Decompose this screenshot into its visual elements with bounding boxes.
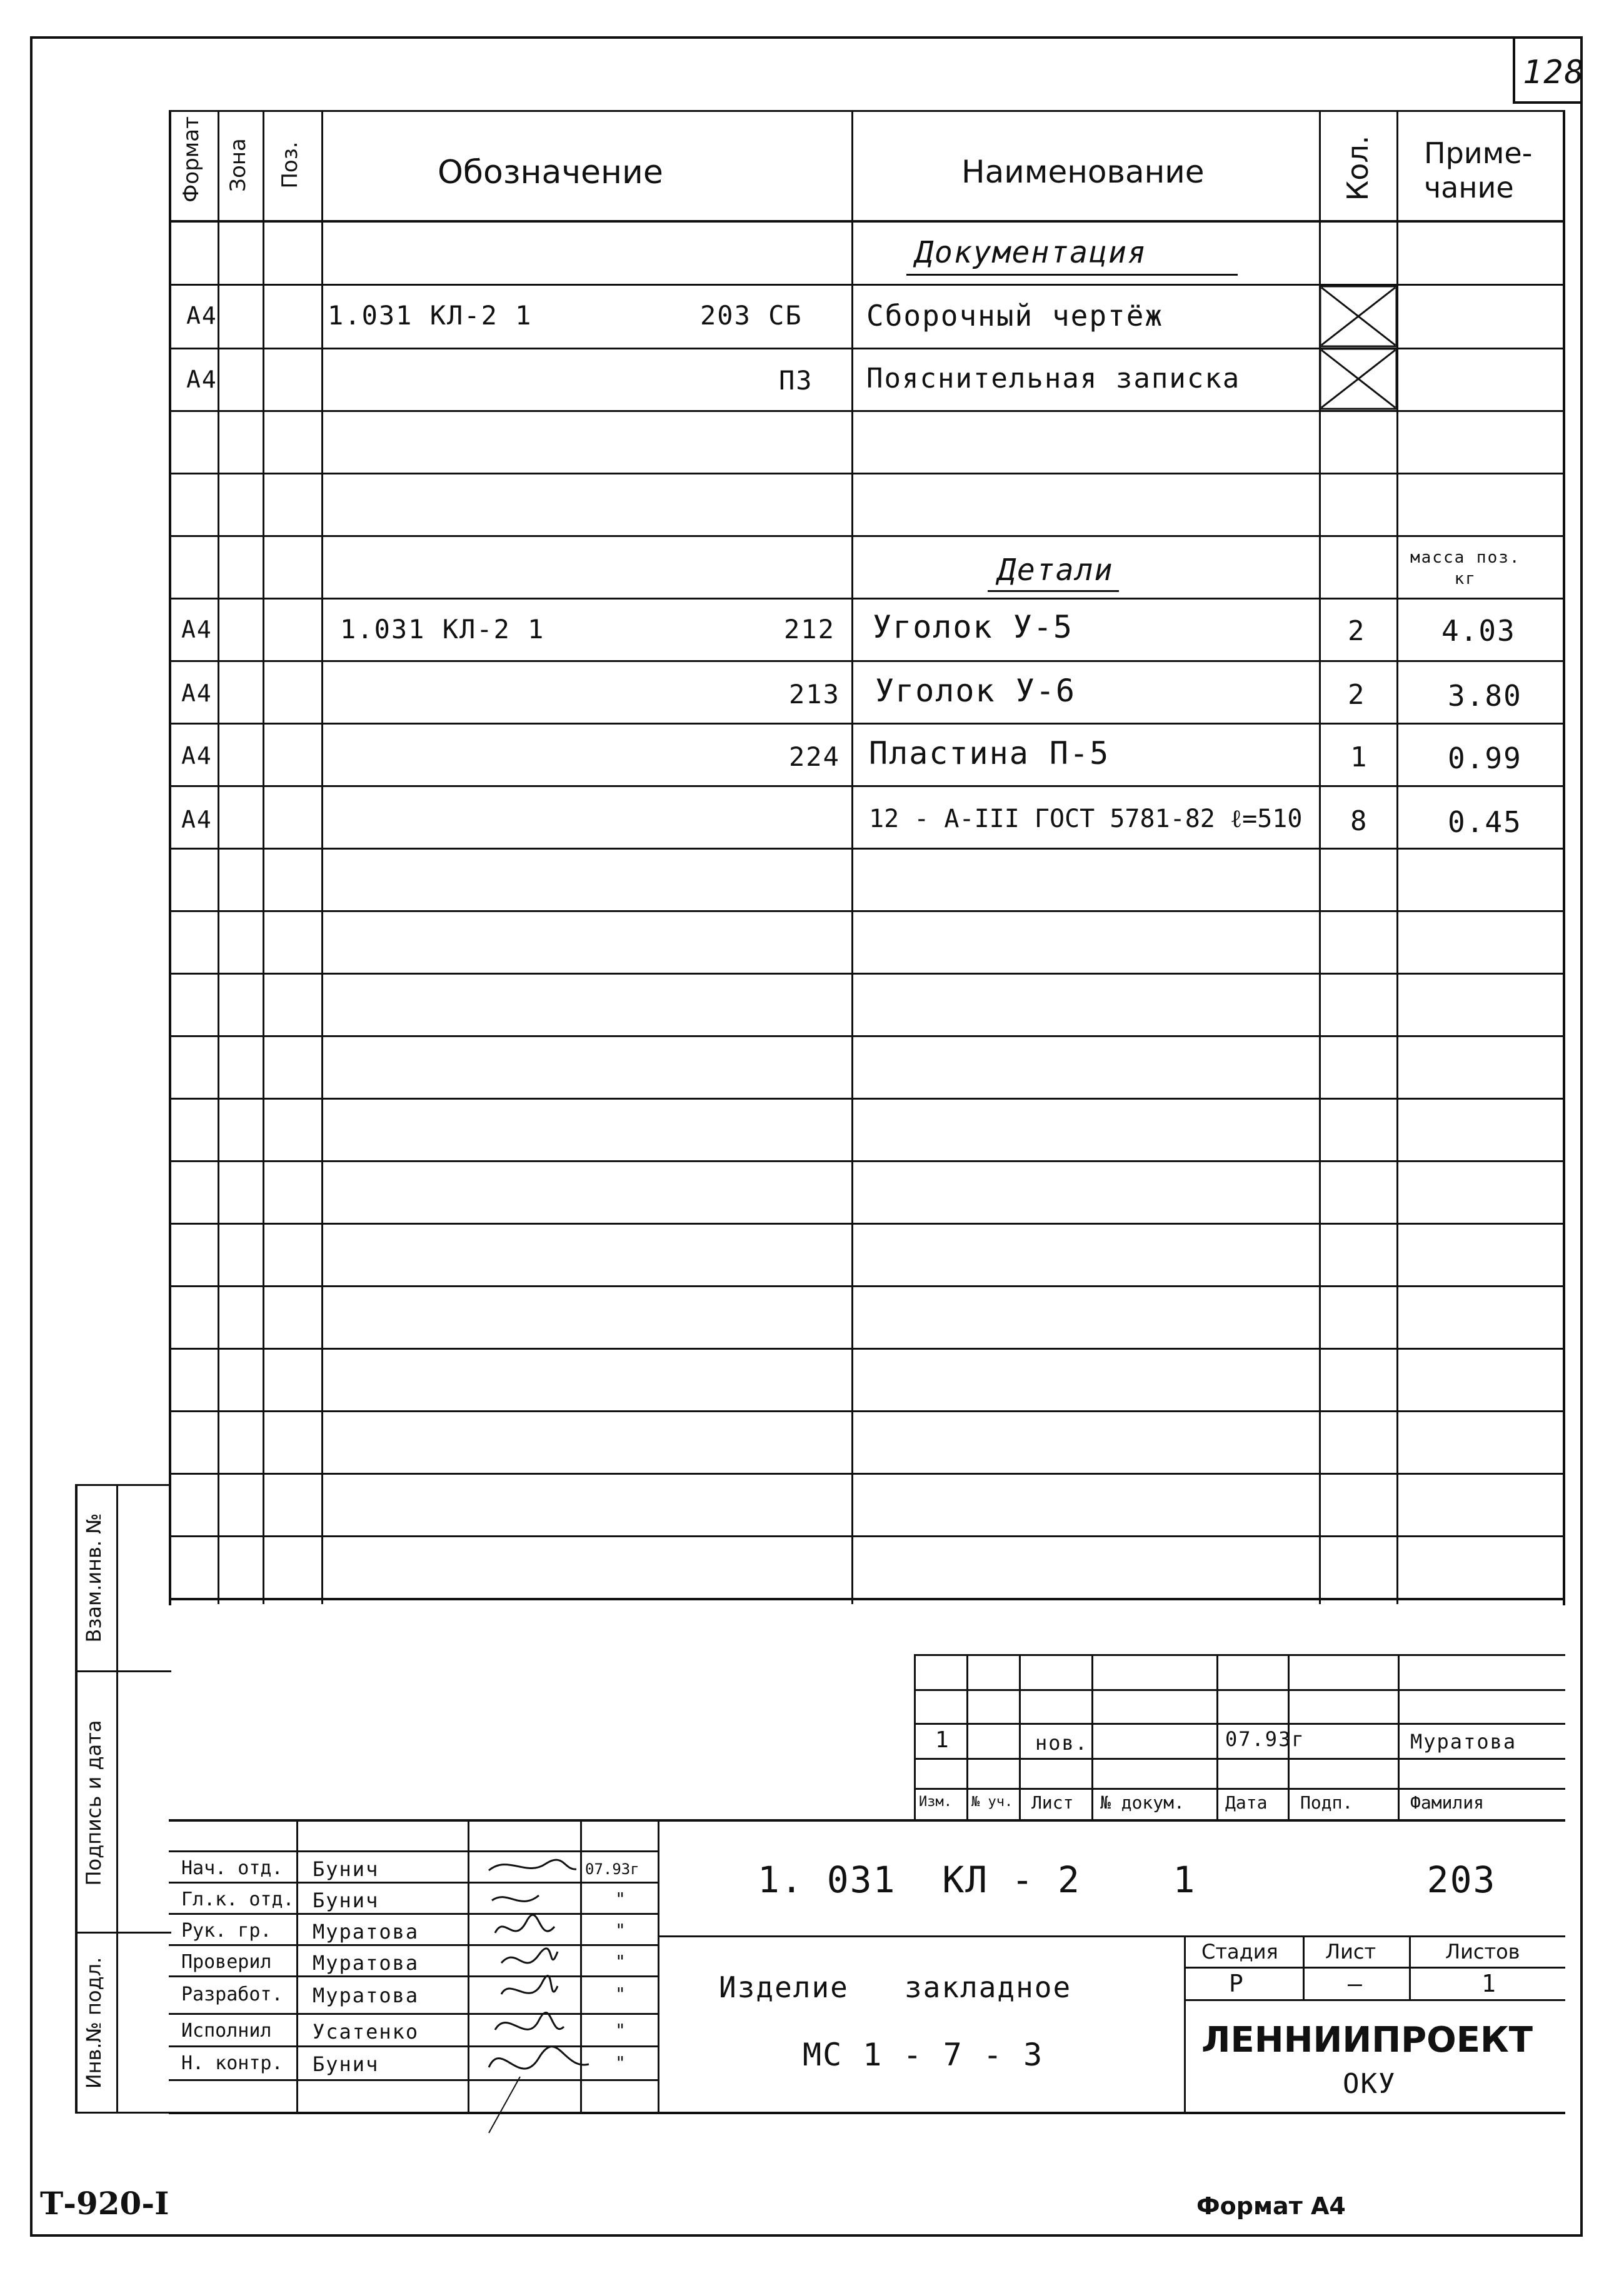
header-pos: Поз. xyxy=(278,141,303,189)
row-line-16 xyxy=(169,1223,1565,1225)
section-documentation: Документация xyxy=(915,235,1147,270)
stamp-top xyxy=(169,1819,1565,1822)
col-designation-line xyxy=(321,110,323,1604)
row-4-suffix: 213 xyxy=(789,679,840,710)
side-label-sign-date: Подпись и дата xyxy=(82,1720,106,1886)
stamp-bottom xyxy=(169,2112,1565,2114)
stamp-col-name xyxy=(468,1819,469,2113)
row-4-format: А4 xyxy=(181,680,213,707)
section-documentation-underline xyxy=(906,274,1238,276)
row-line-19 xyxy=(169,1410,1565,1412)
revision-col-4 xyxy=(1216,1654,1218,1819)
row-5-format: А4 xyxy=(181,742,213,770)
stamp-title-line1: Изделие закладное xyxy=(719,1970,1072,2004)
revision-col-3 xyxy=(1091,1654,1093,1819)
row-line-14 xyxy=(169,1098,1565,1100)
stamp-code: 1. 031 КЛ - 2 1 203 xyxy=(758,1859,1496,1901)
revision-surname: Муратова xyxy=(1410,1730,1517,1754)
sheet-number-box-bottom xyxy=(1513,101,1581,104)
revision-row-3 xyxy=(914,1758,1565,1760)
row-4-note: 3.80 xyxy=(1448,679,1522,713)
revision-label-date: Дата xyxy=(1225,1792,1268,1813)
header-designation: Обозначение xyxy=(438,154,663,191)
stamp-title-line2: МС 1 - 7 - 3 xyxy=(803,2037,1044,2073)
side-label-inv-orig: Инв.№ подл. xyxy=(82,1957,106,2089)
stamp-role-1: Нач. отд. xyxy=(181,1857,283,1879)
revision-col-1 xyxy=(966,1654,968,1819)
stamp-date-2: " xyxy=(615,1889,627,1909)
stamp-name-6: Усатенко xyxy=(313,2020,419,2044)
row-line-4 xyxy=(169,473,1565,474)
row-3-qty: 2 xyxy=(1348,615,1366,647)
row-line-13 xyxy=(169,1035,1565,1037)
header-top-line xyxy=(169,110,1565,112)
stamp-stage-bottom xyxy=(1184,1999,1565,2001)
row-line-18 xyxy=(169,1348,1565,1350)
stamp-role-7: Н. контр. xyxy=(181,2052,283,2074)
stamp-name-5: Муратова xyxy=(313,1984,419,2007)
frame-right xyxy=(1580,36,1583,2237)
row-4-name: Уголок У-6 xyxy=(875,673,1076,709)
stamp-organization: ЛЕННИИПРОЕКТ xyxy=(1201,2020,1533,2060)
stamp-date-3: " xyxy=(615,1920,627,1940)
revision-label-izm: Изм. xyxy=(919,1794,952,1810)
row-3-name: Уголок У-5 xyxy=(873,609,1074,645)
stamp-sheets-value: 1 xyxy=(1481,1970,1497,1997)
revision-col-2 xyxy=(1019,1654,1021,1819)
table-bottom-line xyxy=(169,1598,1565,1600)
row-5-suffix: 224 xyxy=(789,741,840,772)
col-zone-line xyxy=(218,110,219,1604)
row-line-8 xyxy=(169,723,1565,725)
row-line-3 xyxy=(169,410,1565,412)
stamp-title-right xyxy=(1184,1935,1186,2113)
frame-left xyxy=(30,36,33,2237)
row-1-suffix: 203 СБ xyxy=(700,300,803,331)
revision-sheet: нов. xyxy=(1035,1731,1089,1755)
revision-change: 1 xyxy=(935,1727,950,1753)
row-3-suffix: 212 xyxy=(784,614,835,645)
stamp-role-2: Гл.к. отд. xyxy=(181,1889,294,1910)
footer-format: Формат А4 xyxy=(1196,2192,1346,2220)
col-name-line xyxy=(851,110,853,1604)
row-2-suffix: ПЗ xyxy=(779,365,813,396)
revision-col-6 xyxy=(1398,1654,1400,1819)
revision-date: 07.93г xyxy=(1225,1727,1305,1751)
row-line-21 xyxy=(169,1535,1565,1537)
revision-left xyxy=(914,1654,916,1819)
row-2-qty-cross xyxy=(1319,348,1398,410)
revision-label-kol: № уч. xyxy=(971,1794,1013,1810)
row-1-designation: 1.031 КЛ-2 1 xyxy=(328,300,533,331)
stamp-date-1: 07.93г xyxy=(585,1860,639,1878)
revision-label-list: Лист xyxy=(1031,1792,1074,1813)
stamp-stage-label: Стадия xyxy=(1201,1940,1278,1964)
stamp-role-3: Рук. гр. xyxy=(181,1920,272,1942)
row-1-qty-cross xyxy=(1319,285,1398,348)
stamp-role-4: Проверил xyxy=(181,1951,272,1973)
stamp-sheet-value: – xyxy=(1348,1970,1363,1997)
revision-label-surname: Фамилия xyxy=(1410,1792,1485,1813)
row-line-17 xyxy=(169,1285,1565,1287)
signatures xyxy=(470,1852,658,2145)
header-bottom-line xyxy=(169,220,1565,223)
revision-label-doc: № докум. xyxy=(1100,1792,1185,1813)
revision-label-sign: Подп. xyxy=(1300,1792,1353,1813)
row-6-qty: 8 xyxy=(1350,805,1368,837)
frame-top xyxy=(30,36,1583,39)
row-5-qty: 1 xyxy=(1350,741,1368,773)
row-6-format: А4 xyxy=(181,806,213,833)
row-line-5 xyxy=(169,535,1565,537)
stamp-date-6: " xyxy=(615,2020,627,2040)
row-line-9 xyxy=(169,785,1565,787)
header-name: Наименование xyxy=(961,154,1205,190)
details-note-mass: масса поз. кг xyxy=(1410,548,1521,588)
stamp-role-5: Разработ. xyxy=(181,1984,283,2005)
side-strip-outer xyxy=(75,1484,78,2113)
revision-row-1 xyxy=(914,1689,1565,1691)
table-left-line xyxy=(169,110,171,1605)
stamp-col-role xyxy=(296,1819,298,2113)
row-line-7 xyxy=(169,660,1565,662)
row-line-6 xyxy=(169,598,1565,600)
stamp-code-bottom xyxy=(658,1935,1565,1937)
revision-top xyxy=(914,1654,1565,1656)
row-3-designation: 1.031 КЛ-2 1 xyxy=(340,614,545,645)
row-2-format: А4 xyxy=(186,366,218,393)
row-2-name: Пояснительная записка xyxy=(866,363,1241,394)
table-right-line xyxy=(1563,110,1565,1605)
stamp-name-1: Бунич xyxy=(313,1857,379,1881)
stamp-stage-value: Р xyxy=(1229,1970,1245,1997)
stamp-name-3: Муратова xyxy=(313,1920,419,1944)
row-line-15 xyxy=(169,1160,1565,1162)
header-format: Формат xyxy=(179,116,204,203)
revision-row-4 xyxy=(914,1788,1565,1790)
stamp-department: ОКУ xyxy=(1343,2068,1396,2100)
row-line-10 xyxy=(169,848,1565,850)
header-zone: Зона xyxy=(226,138,251,192)
stamp-name-2: Бунич xyxy=(313,1889,379,1912)
row-6-note: 0.45 xyxy=(1448,805,1522,839)
header-note: Приме- чание xyxy=(1424,136,1533,205)
revision-row-2 xyxy=(914,1723,1565,1725)
row-4-qty: 2 xyxy=(1348,679,1366,711)
stamp-role-6: Исполнил xyxy=(181,2020,272,2042)
stamp-date-4: " xyxy=(615,1951,627,1972)
row-3-note: 4.03 xyxy=(1441,614,1516,648)
col-pos-line xyxy=(263,110,264,1604)
row-line-11 xyxy=(169,910,1565,912)
row-line-12 xyxy=(169,973,1565,975)
stamp-stage-header-line xyxy=(1184,1967,1565,1969)
row-5-note: 0.99 xyxy=(1448,741,1522,775)
stamp-col-date xyxy=(658,1819,659,2113)
header-qty: Кол. xyxy=(1341,135,1375,201)
side-strip-inner xyxy=(116,1484,118,2113)
row-6-name: 12 - А-III ГОСТ 5781-82 ℓ=510 xyxy=(869,805,1303,833)
side-label-replace-inv: Взам.инв. № xyxy=(82,1513,106,1643)
row-1-format: А4 xyxy=(186,302,218,329)
sheet-number: 128 xyxy=(1523,54,1585,91)
stamp-sheet-label: Лист xyxy=(1325,1940,1376,1964)
sheet-number-box-left xyxy=(1513,38,1515,103)
row-5-name: Пластина П-5 xyxy=(869,735,1110,771)
stamp-sheets-label: Листов xyxy=(1445,1940,1520,1964)
footer-left-code: Т-920-I xyxy=(40,2185,169,2222)
stamp-date-7: " xyxy=(615,2052,627,2073)
row-3-format: А4 xyxy=(181,616,213,643)
row-line-20 xyxy=(169,1473,1565,1475)
section-details-underline xyxy=(988,590,1119,592)
row-1-name: Сборочный чертёж xyxy=(866,299,1164,333)
section-details: Детали xyxy=(998,553,1114,588)
stamp-name-4: Муратова xyxy=(313,1951,419,1975)
stamp-name-7: Бунич xyxy=(313,2052,379,2076)
frame-bottom xyxy=(30,2234,1583,2237)
stamp-date-5: " xyxy=(615,1984,627,2004)
